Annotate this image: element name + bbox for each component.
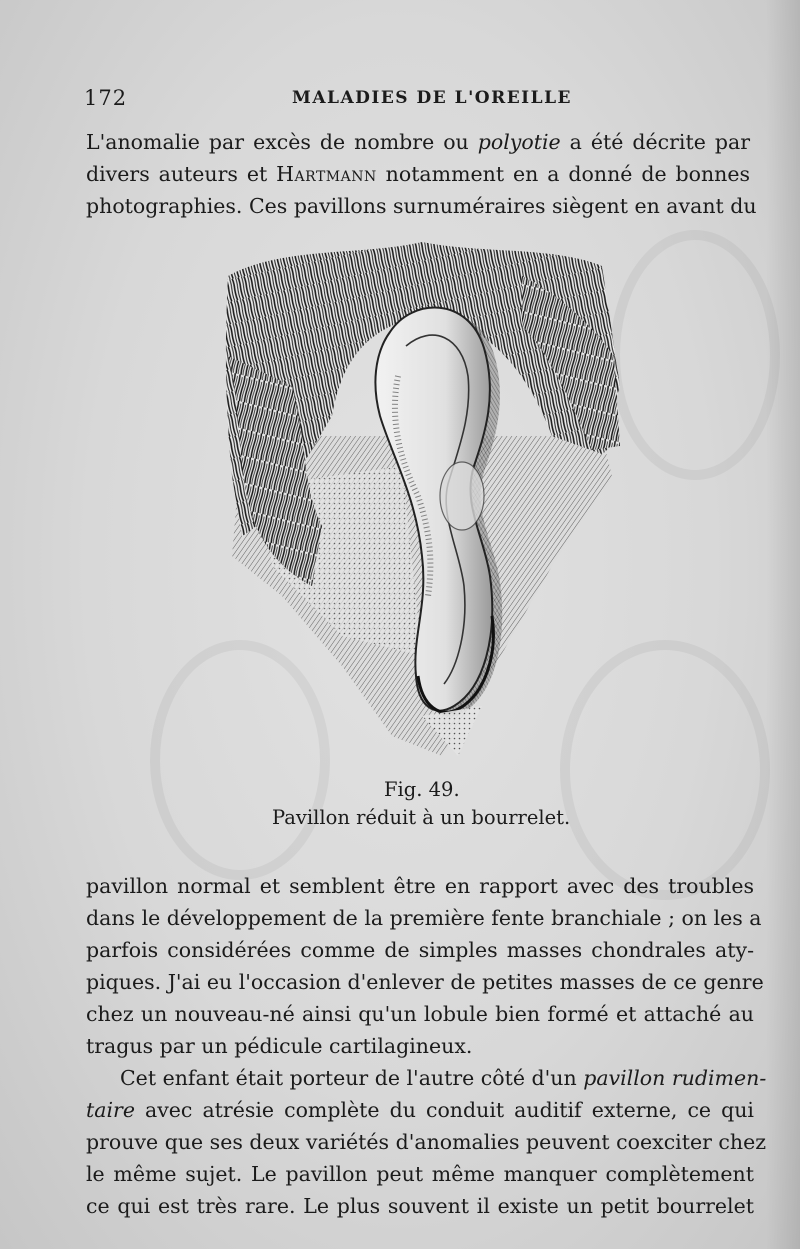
text-line: divers auteurs et Hartmann notamment en a donné de bonnes <box>86 162 751 186</box>
text-line: ce qui est très rare. Le plus souvent il existe un petit bourrelet <box>86 1194 754 1218</box>
ear-bulge <box>440 462 484 530</box>
figure-49-illustration <box>222 236 626 764</box>
text-line: parfois considérées comme de simples masses chondrales aty- <box>86 938 754 962</box>
text-line: Cet enfant était porteur de l'autre côté d'un pavillon rudimen- <box>120 1066 767 1090</box>
figure-number: Fig. 49. <box>384 778 460 801</box>
text-line: photographies. Ces pavillons surnuméraires siègent en avant du <box>86 194 757 218</box>
body-text <box>86 870 767 1222</box>
text-line: piques. J'ai eu l'occasion d'enlever de petites masses de ce genre <box>86 970 764 994</box>
page-header <box>84 82 754 112</box>
running-head: MALADIES DE L'OREILLE <box>292 88 572 108</box>
ear-engraving <box>222 236 626 764</box>
author-name: Hartmann <box>276 162 377 186</box>
bleed-through-ghost <box>610 230 780 480</box>
figure-caption: Pavillon réduit à un bourrelet. <box>272 806 571 829</box>
text-line: tragus par un pédicule cartilagineux. <box>86 1034 473 1058</box>
text-line: pavillon normal et semblent être en rapport avec des troubles <box>86 874 754 898</box>
emphasis: taire <box>86 1098 135 1122</box>
page-edge-shadow <box>766 0 800 1249</box>
text-line: le même sujet. Le pavillon peut même manquer complètement <box>86 1162 754 1186</box>
text-line: prouve que ses deux variétés d'anomalies peuvent coexciter chez <box>86 1130 767 1154</box>
text-line: taire avec atrésie complète du conduit auditif externe, ce qui <box>86 1098 754 1122</box>
emphasis: polyotie <box>477 130 561 154</box>
emphasis: pavillon rudimen- <box>583 1066 767 1090</box>
text-line: dans le développement de la première fente branchiale ; on les a <box>86 906 762 930</box>
page-number: 172 <box>84 86 128 110</box>
paragraph-polyotie <box>86 126 757 222</box>
text-line: L'anomalie par excès de nombre ou polyotie a été décrite par <box>86 130 750 154</box>
text-line: chez un nouveau-né ainsi qu'un lobule bien formé et attaché au <box>86 1002 754 1026</box>
